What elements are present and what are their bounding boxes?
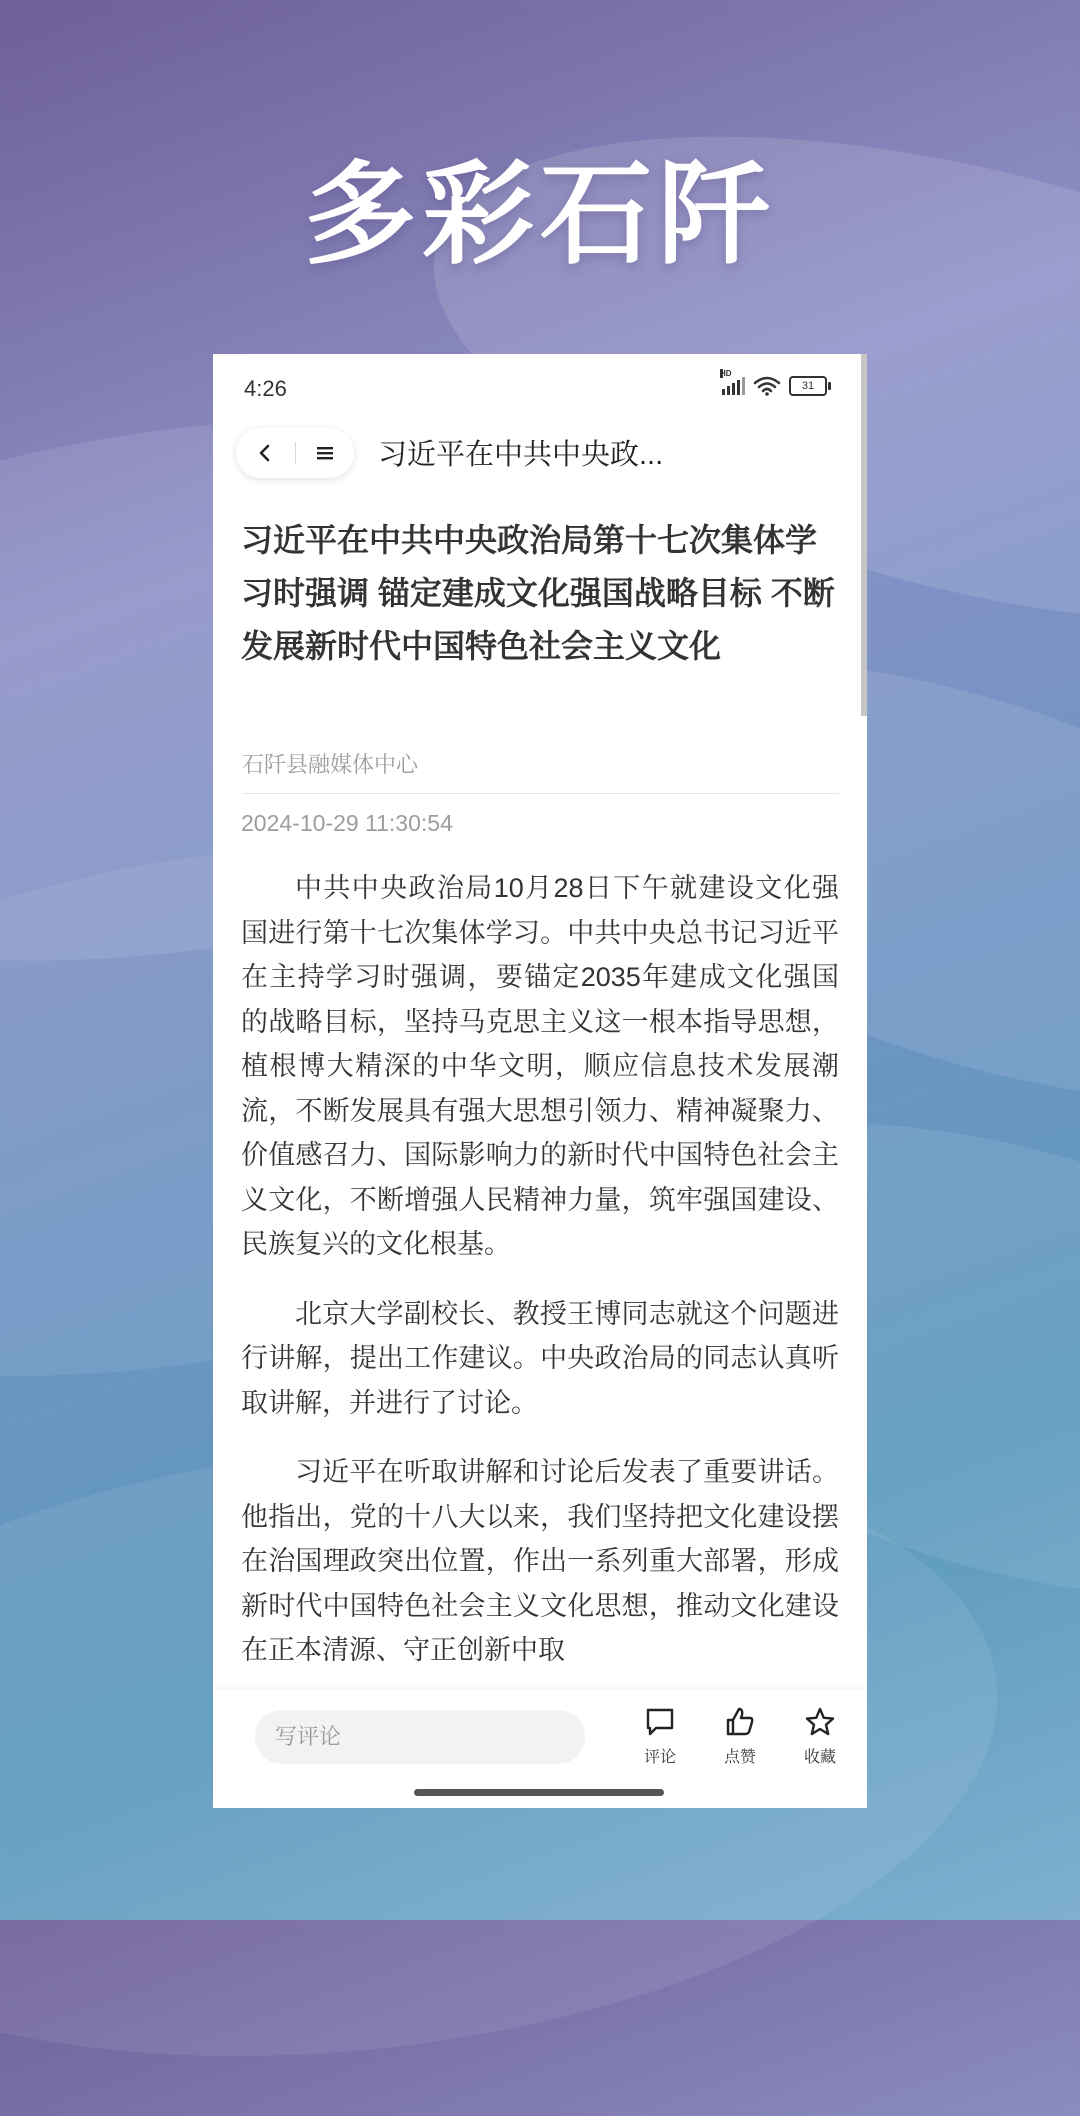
favorite-label: 收藏	[803, 1749, 836, 1766]
like-button[interactable]	[710, 1706, 770, 1767]
article-date: 2024-10-29 11:30:54	[241, 810, 453, 836]
battery-icon: 31	[789, 376, 827, 396]
back-button[interactable]	[236, 428, 295, 478]
app-title: 多彩石阡	[304, 152, 776, 277]
status-time: 4:26	[244, 376, 287, 401]
menu-button[interactable]	[296, 428, 355, 478]
phone-screen	[213, 354, 867, 1808]
article-paragraph: 北京大学副校长、教授王博同志就这个问题进行讲解，提出工作建议。中央政治局的同志认真听取讲解，并进行了讨论。	[241, 1298, 839, 1418]
status-bar	[213, 354, 867, 426]
comment-input[interactable]	[255, 1710, 585, 1764]
divider	[242, 793, 839, 794]
thumbs-up-icon	[724, 1706, 756, 1738]
nav-capsule	[236, 428, 354, 478]
star-icon	[804, 1706, 836, 1738]
status-icons	[720, 369, 827, 396]
comment-icon	[644, 1706, 676, 1738]
menu-icon	[316, 445, 334, 461]
home-indicator[interactable]	[414, 1789, 664, 1796]
chevron-left-icon	[257, 443, 273, 463]
wifi-icon	[753, 376, 781, 396]
favorite-button[interactable]	[790, 1706, 850, 1767]
article-source: 石阡县融媒体中心	[242, 752, 419, 777]
signal-icon	[720, 369, 745, 395]
comment-button[interactable]	[630, 1706, 690, 1767]
article-body	[241, 866, 839, 1698]
article-title: 习近平在中共中央政治局第十七次集体学习时强调 锚定建成文化强国战略目标 不断发展新时代中国特色社会主义文化	[241, 522, 835, 664]
like-label: 点赞	[723, 1749, 756, 1766]
article-paragraph: 习近平在听取讲解和讨论后发表了重要讲话。他指出，党的十八大以来，我们坚持把文化建设摆在治国理政突出位置，作出一系列重大部署，形成新时代中国特色社会主义文化思想，推动文化建设在正本清源、守正创新中取	[241, 1457, 839, 1665]
article-paragraph: 中共中央政治局10月28日下午就建设文化强国进行第十七次集体学习。中共中央总书记习近平在主持学习时强调，要锚定2035年建成文化强国的战略目标，坚持马克思主义这一根本指导思想，植根博大精深的中华文明，顺应信息技术发展潮流，不断发展具有强大思想引领力、精神凝聚力、价值感召力、国际影响力的新时代中国特色社会主义文化，不断增强人民精神力量，筑牢强国建设、民族复兴的文化根基。	[241, 873, 839, 1259]
nav-title: 习近平在中共中央政...	[378, 439, 664, 471]
comment-label: 评论	[643, 1749, 676, 1766]
hd-label: HD	[720, 369, 732, 378]
